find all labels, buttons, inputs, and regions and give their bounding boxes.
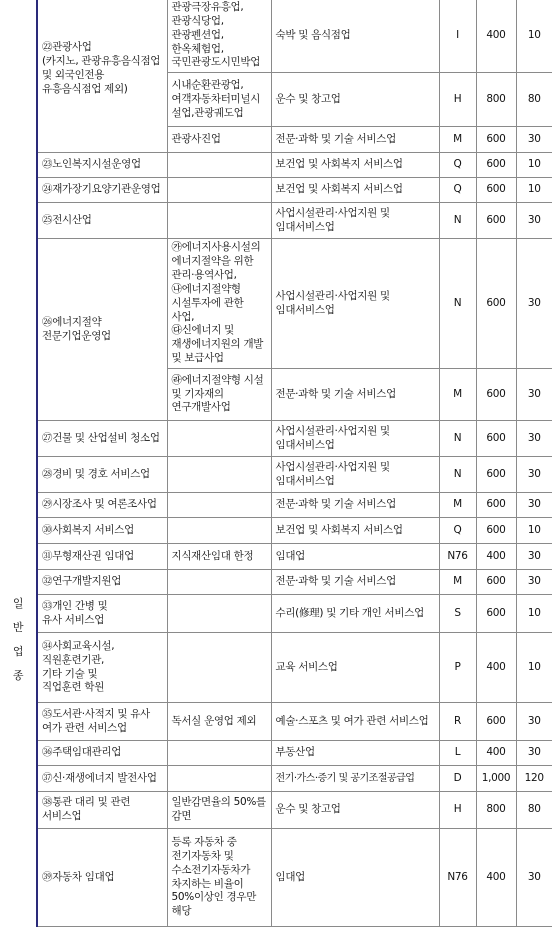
code-cell: P xyxy=(439,633,476,703)
category-cell: 보건업 및 사회복지 서비스업 xyxy=(271,153,439,178)
amount-cell: 600 xyxy=(476,178,516,203)
condition-cell: 일반감면율의 50%를 감면 xyxy=(167,792,271,829)
table-row xyxy=(0,493,552,518)
amount-cell: 400 xyxy=(476,0,516,73)
table-row xyxy=(0,766,552,792)
ratio-cell: 30 xyxy=(516,239,552,369)
industry-cell: ㉝개인 간병 및 유사 서비스업 xyxy=(37,595,167,633)
side-char: 반 xyxy=(12,621,24,635)
ratio-cell: 30 xyxy=(516,544,552,570)
table-row xyxy=(0,741,552,766)
industry-cell: ㉜연구개발지원업 xyxy=(37,570,167,595)
ratio-cell: 30 xyxy=(516,570,552,595)
amount-cell: 600 xyxy=(476,457,516,493)
condition-cell xyxy=(167,178,271,203)
amount-cell: 1,000 xyxy=(476,766,516,792)
code-cell: L xyxy=(439,741,476,766)
ratio-cell: 120 xyxy=(516,766,552,792)
code-cell: S xyxy=(439,595,476,633)
code-cell: H xyxy=(439,73,476,127)
category-cell: 부동산업 xyxy=(271,741,439,766)
ratio-cell: 30 xyxy=(516,741,552,766)
ratio-cell: 10 xyxy=(516,633,552,703)
industry-cell: ㊲신·재생에너지 발전사업 xyxy=(37,766,167,792)
category-cell: 보건업 및 사회복지 서비스업 xyxy=(271,178,439,203)
industry-cell: ㉗건물 및 산업설비 청소업 xyxy=(37,421,167,457)
side-category-label xyxy=(0,0,37,927)
industry-cell: ㉚사회복지 서비스업 xyxy=(37,518,167,544)
ratio-cell: 80 xyxy=(516,792,552,829)
category-cell: 사업시설관리·사업지원 및 임대서비스업 xyxy=(271,203,439,239)
table-row xyxy=(0,518,552,544)
category-cell: 전문·과학 및 기술 서비스업 xyxy=(271,570,439,595)
amount-cell: 400 xyxy=(476,741,516,766)
industry-cell: ㉟도서관·사적지 및 유사 여가 관련 서비스업 xyxy=(37,703,167,741)
condition-cell xyxy=(167,633,271,703)
amount-cell: 600 xyxy=(476,127,516,153)
side-char: 일 xyxy=(12,597,24,611)
code-cell: M xyxy=(439,570,476,595)
amount-cell: 600 xyxy=(476,595,516,633)
amount-cell: 600 xyxy=(476,153,516,178)
amount-cell: 600 xyxy=(476,239,516,369)
side-char: 업 xyxy=(12,645,24,659)
category-cell: 사업시설관리·사업지원 및 임대서비스업 xyxy=(271,457,439,493)
ratio-cell: 30 xyxy=(516,493,552,518)
condition-cell: 지식재산임대 한정 xyxy=(167,544,271,570)
code-cell: Q xyxy=(439,153,476,178)
code-cell: I xyxy=(439,0,476,73)
amount-cell: 600 xyxy=(476,493,516,518)
condition-cell: 독서실 운영업 제외 xyxy=(167,703,271,741)
amount-cell: 800 xyxy=(476,792,516,829)
category-cell: 사업시설관리·사업지원 및 임대서비스업 xyxy=(271,421,439,457)
code-cell: R xyxy=(439,703,476,741)
code-cell: N xyxy=(439,421,476,457)
industry-cell: ㊱주택임대관리업 xyxy=(37,741,167,766)
code-cell: Q xyxy=(439,178,476,203)
table-row xyxy=(0,239,552,369)
condition-cell xyxy=(167,421,271,457)
category-cell: 운수 및 창고업 xyxy=(271,73,439,127)
condition-cell xyxy=(167,595,271,633)
code-cell: N xyxy=(439,239,476,369)
amount-cell: 600 xyxy=(476,570,516,595)
industry-cell: ㉓노인복지시설운영업 xyxy=(37,153,167,178)
category-cell: 전문·과학 및 기술 서비스업 xyxy=(271,493,439,518)
category-cell: 전기·가스·증기 및 공기조절공급업 xyxy=(271,766,439,792)
table-row xyxy=(0,0,552,73)
category-cell: 교육 서비스업 xyxy=(271,633,439,703)
code-cell: D xyxy=(439,766,476,792)
ratio-cell: 80 xyxy=(516,73,552,127)
ratio-cell: 10 xyxy=(516,0,552,73)
amount-cell: 600 xyxy=(476,369,516,421)
category-cell: 전문·과학 및 기술 서비스업 xyxy=(271,369,439,421)
industry-cell: ㉛무형재산권 임대업 xyxy=(37,544,167,570)
industry-cell: ㉖에너지절약 전문기업운영업 xyxy=(37,239,167,421)
table-row xyxy=(0,203,552,239)
industry-cell: ㊳통관 대리 및 관련 서비스업 xyxy=(37,792,167,829)
condition-cell xyxy=(167,493,271,518)
category-cell: 수리(修理) 및 기타 개인 서비스업 xyxy=(271,595,439,633)
amount-cell: 400 xyxy=(476,633,516,703)
side-char: 종 xyxy=(12,669,24,683)
code-cell: M xyxy=(439,369,476,421)
code-cell: Q xyxy=(439,518,476,544)
amount-cell: 800 xyxy=(476,73,516,127)
amount-cell: 400 xyxy=(476,829,516,927)
table-row xyxy=(0,792,552,829)
category-cell: 숙박 및 음식점업 xyxy=(271,0,439,73)
category-cell: 사업시설관리·사업지원 및 임대서비스업 xyxy=(271,239,439,369)
table-row xyxy=(0,570,552,595)
condition-cell xyxy=(167,457,271,493)
table-row xyxy=(0,153,552,178)
condition-cell xyxy=(167,153,271,178)
amount-cell: 600 xyxy=(476,703,516,741)
table-row xyxy=(0,421,552,457)
amount-cell: 400 xyxy=(476,544,516,570)
condition-cell: 관광사진업 xyxy=(167,127,271,153)
ratio-cell: 30 xyxy=(516,829,552,927)
code-cell: M xyxy=(439,493,476,518)
code-cell: H xyxy=(439,792,476,829)
industry-cell: ㉙시장조사 및 여론조사업 xyxy=(37,493,167,518)
ratio-cell: 10 xyxy=(516,153,552,178)
condition-cell xyxy=(167,570,271,595)
category-cell: 보건업 및 사회복지 서비스업 xyxy=(271,518,439,544)
table-row xyxy=(0,544,552,570)
ratio-cell: 30 xyxy=(516,457,552,493)
ratio-cell: 10 xyxy=(516,595,552,633)
table-row xyxy=(0,633,552,703)
table-row xyxy=(0,703,552,741)
condition-cell xyxy=(167,741,271,766)
condition-cell: 등록 자동차 중 전기자동차 및 수소전기자동차가 차지하는 비율이 50%이상인 경우만 해당 xyxy=(167,829,271,927)
category-cell: 예술·스포츠 및 여가 관련 서비스업 xyxy=(271,703,439,741)
amount-cell: 600 xyxy=(476,421,516,457)
condition-cell xyxy=(167,203,271,239)
category-cell: 임대업 xyxy=(271,829,439,927)
condition-cell: ㉮에너지사용시설의 에너지절약을 위한 관리·용역사업, ㉯에너지절약형 시설투자에 관한 사업, ㉰신에너지 및 재생에너지원의 개발 및 보급사업 xyxy=(167,239,271,369)
condition-cell: 관광극장유흥업,관광식당업,관광펜션업,한옥체험업,국민관광도시민박업 xyxy=(167,0,271,73)
code-cell: N76 xyxy=(439,829,476,927)
table-row xyxy=(0,595,552,633)
condition-cell xyxy=(167,518,271,544)
ratio-cell: 10 xyxy=(516,518,552,544)
table-row xyxy=(0,178,552,203)
industry-cell: ㉕전시산업 xyxy=(37,203,167,239)
category-cell: 전문·과학 및 기술 서비스업 xyxy=(271,127,439,153)
code-cell: M xyxy=(439,127,476,153)
ratio-cell: 30 xyxy=(516,203,552,239)
ratio-cell: 30 xyxy=(516,127,552,153)
industry-cell: ㉞사회교육시설, 직원훈련기관, 기타 기술 및 직업훈련 학원 xyxy=(37,633,167,703)
table-row xyxy=(0,457,552,493)
category-cell: 임대업 xyxy=(271,544,439,570)
code-cell: N xyxy=(439,457,476,493)
amount-cell: 600 xyxy=(476,518,516,544)
table-row xyxy=(0,829,552,927)
industry-cell: ㉘경비 및 경호 서비스업 xyxy=(37,457,167,493)
amount-cell: 600 xyxy=(476,203,516,239)
ratio-cell: 30 xyxy=(516,369,552,421)
condition-cell xyxy=(167,766,271,792)
ratio-cell: 30 xyxy=(516,421,552,457)
ratio-cell: 30 xyxy=(516,703,552,741)
ratio-cell: 10 xyxy=(516,178,552,203)
industry-cell: ㉔재가장기요양기관운영업 xyxy=(37,178,167,203)
industry-cell: ㊴자동차 임대업 xyxy=(37,829,167,927)
industry-cell: ㉒관광사업 (카지노, 관광유흥음식점업 및 외국인전용 유흥음식점업 제외) xyxy=(37,0,167,153)
code-cell: N76 xyxy=(439,544,476,570)
condition-cell: 시내순환관광업,여객자동차터미널시설업,관광궤도업 xyxy=(167,73,271,127)
category-cell: 운수 및 창고업 xyxy=(271,792,439,829)
condition-cell: ㉱에너지절약형 시설 및 기자재의 연구개발사업 xyxy=(167,369,271,421)
code-cell: N xyxy=(439,203,476,239)
